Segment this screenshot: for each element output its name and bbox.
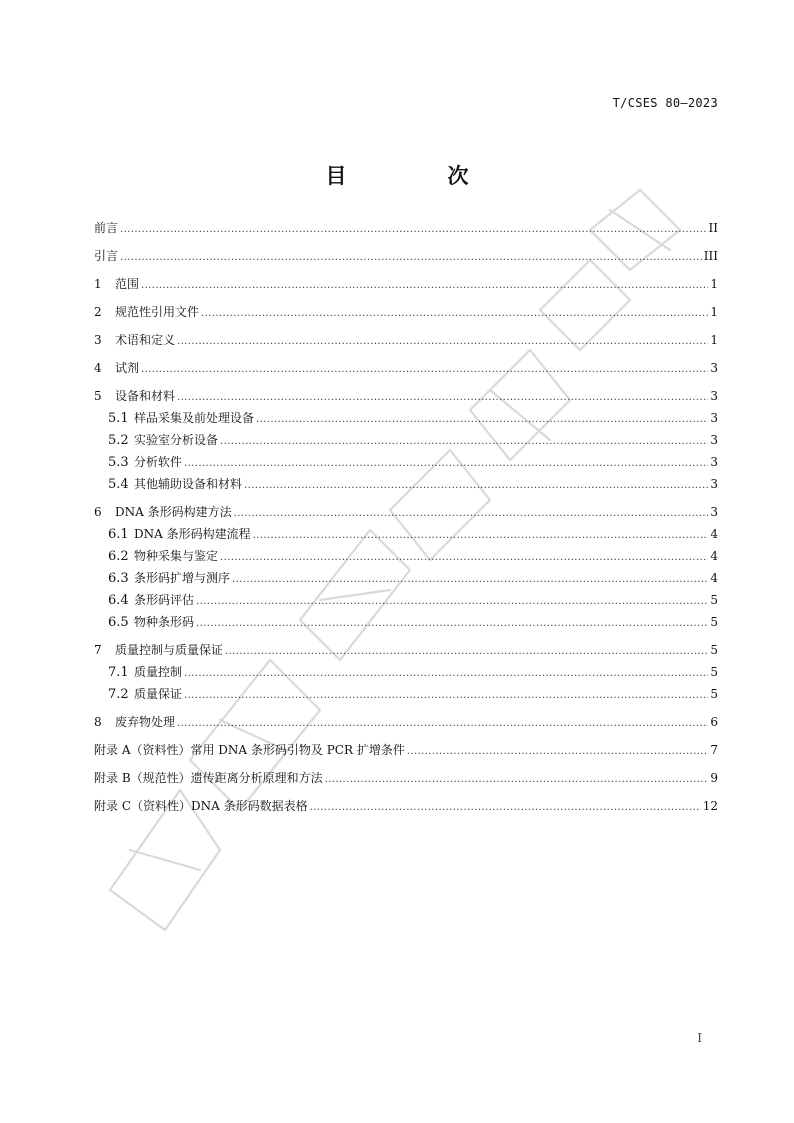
toc-entry-label: DNA 条形码构建流程 (134, 527, 251, 541)
toc-entry-page: 4 (710, 527, 718, 541)
dot-leader (120, 251, 702, 265)
toc-entry-page: 5 (710, 643, 718, 657)
dot-leader (120, 223, 707, 237)
toc-entry[interactable] (94, 615, 718, 631)
toc-entry[interactable] (94, 333, 718, 349)
toc-entry-number: 6 (94, 505, 102, 519)
dot-leader (141, 279, 708, 293)
toc-entry-page: 3 (710, 411, 718, 425)
toc-entry[interactable] (94, 687, 718, 703)
toc-entry-page: 3 (710, 389, 718, 403)
dot-leader (225, 645, 708, 659)
toc-entry-page: 6 (710, 715, 718, 729)
dot-leader (201, 307, 708, 321)
dot-leader (234, 507, 709, 521)
toc-entry-number: 3 (94, 333, 102, 347)
toc-entry-label: 样品采集及前处理设备 (134, 411, 255, 425)
toc-entry-page: 5 (710, 615, 718, 629)
toc-entry-number: 6.4 (108, 593, 129, 608)
toc-entry-label: 实验室分析设备 (134, 433, 219, 447)
toc-entry-label: 前言 (94, 221, 119, 235)
toc-entry-label: DNA 条形码构建方法 (115, 505, 232, 519)
toc-entry-page: 1 (710, 333, 718, 347)
toc-entry[interactable] (94, 249, 718, 265)
toc-entry-number: 6.5 (108, 615, 129, 630)
toc-entry-label: 物种条形码 (134, 615, 195, 629)
toc-entry-label: 附录 A（资料性）常用 DNA 条形码引物及 PCR 扩增条件 (94, 743, 405, 757)
toc-entry[interactable] (94, 743, 718, 759)
page-title: 目 次 (325, 164, 509, 188)
dot-leader (196, 595, 708, 609)
toc-entry[interactable] (94, 799, 718, 815)
toc-entry-number: 1 (94, 277, 102, 291)
toc-entry-number: 2 (94, 305, 102, 319)
toc-entry-page: 3 (710, 361, 718, 375)
toc-entry-page: 12 (702, 799, 718, 813)
dot-leader (220, 435, 708, 449)
toc-entry-page: 3 (710, 433, 718, 447)
toc-entry[interactable] (94, 433, 718, 449)
toc-entry-number: 5.1 (108, 411, 129, 426)
toc-entry-page: III (703, 249, 718, 263)
toc-entry[interactable] (94, 411, 718, 427)
dot-leader (253, 529, 709, 543)
toc-entry-number: 5.2 (108, 433, 129, 448)
toc-entry-page: 9 (710, 771, 718, 785)
toc-entry-number: 5.4 (108, 477, 129, 492)
page-number: I (697, 1031, 702, 1045)
toc-entry-label: 物种采集与鉴定 (134, 549, 219, 563)
toc-entry[interactable] (94, 665, 718, 681)
toc-entry-page: 5 (710, 687, 718, 701)
toc-entry[interactable] (94, 305, 718, 321)
document-code: T/CSES 80—2023 (612, 96, 718, 110)
toc-entry-number: 7 (94, 643, 102, 657)
toc-entry-page: 3 (710, 477, 718, 491)
toc-entry[interactable] (94, 771, 718, 787)
dot-leader (244, 479, 708, 493)
toc-entry[interactable] (94, 593, 718, 609)
toc-entry-page: 4 (710, 571, 718, 585)
toc-entry-number: 4 (94, 361, 102, 375)
toc-entry-page: 4 (710, 549, 718, 563)
toc-entry[interactable] (94, 571, 718, 587)
toc-entry[interactable] (94, 221, 718, 237)
toc-entry[interactable] (94, 715, 718, 731)
dot-leader (196, 617, 708, 631)
dot-leader (184, 667, 708, 681)
toc-entry-label: 规范性引用文件 (115, 305, 200, 319)
toc-entry-label: 术语和定义 (115, 333, 176, 347)
dot-leader (141, 363, 708, 377)
toc-entry-number: 5.3 (108, 455, 129, 470)
toc-entry-label: 附录 B（规范性）遗传距离分析原理和方法 (94, 771, 323, 785)
toc-entry-number: 8 (94, 715, 102, 729)
dot-leader (325, 773, 709, 787)
toc-entry[interactable] (94, 549, 718, 565)
toc-entry-label: 试剂 (115, 361, 140, 375)
dot-leader (177, 335, 708, 349)
toc-entry-page: 1 (710, 305, 718, 319)
toc-entry-page: 3 (710, 505, 718, 519)
toc-entry-label: 质量控制与质量保证 (115, 643, 224, 657)
toc-entry-number: 6.1 (108, 527, 129, 542)
dot-leader (310, 801, 701, 815)
toc-entry-page: 5 (710, 665, 718, 679)
toc-entry-label: 条形码评估 (134, 593, 195, 607)
toc-entry-label: 条形码扩增与测序 (134, 571, 231, 585)
toc-entry[interactable] (94, 277, 718, 293)
toc-entry[interactable] (94, 643, 718, 659)
toc-entry-number: 7.1 (108, 665, 129, 680)
toc-entry-page: 7 (710, 743, 718, 757)
toc-entry-page: 1 (710, 277, 718, 291)
toc-entry-label: 引言 (94, 249, 119, 263)
toc-entry[interactable] (94, 361, 718, 377)
toc-entry-page: 5 (710, 593, 718, 607)
toc-entry-page: 3 (710, 455, 718, 469)
toc-entry-label: 废弃物处理 (115, 715, 176, 729)
toc-entry-label: 范围 (115, 277, 140, 291)
dot-leader (184, 689, 708, 703)
toc-entry[interactable] (94, 477, 718, 493)
toc-entry-label: 质量保证 (134, 687, 183, 701)
toc-entry-number: 6.3 (108, 571, 129, 586)
dot-leader (177, 717, 708, 731)
toc-entry[interactable] (94, 527, 718, 543)
toc-entry-label: 设备和材料 (115, 389, 176, 403)
dot-leader (220, 551, 708, 565)
toc-entry-number: 7.2 (108, 687, 129, 702)
toc-entry-label: 分析软件 (134, 455, 183, 469)
toc-entry-number: 6.2 (108, 549, 129, 564)
dot-leader (407, 745, 709, 759)
toc-entry-label: 附录 C（资料性）DNA 条形码数据表格 (94, 799, 308, 813)
toc-entry-number: 5 (94, 389, 102, 403)
dot-leader (232, 573, 708, 587)
dot-leader (256, 413, 708, 427)
dot-leader (177, 391, 708, 405)
toc-entry-label: 其他辅助设备和材料 (134, 477, 243, 491)
table-of-contents (94, 221, 718, 815)
toc-entry[interactable] (94, 389, 718, 405)
toc-entry-label: 质量控制 (134, 665, 183, 679)
toc-entry[interactable] (94, 455, 718, 471)
dot-leader (184, 457, 708, 471)
toc-entry-page: II (708, 221, 718, 235)
toc-entry[interactable] (94, 505, 718, 521)
